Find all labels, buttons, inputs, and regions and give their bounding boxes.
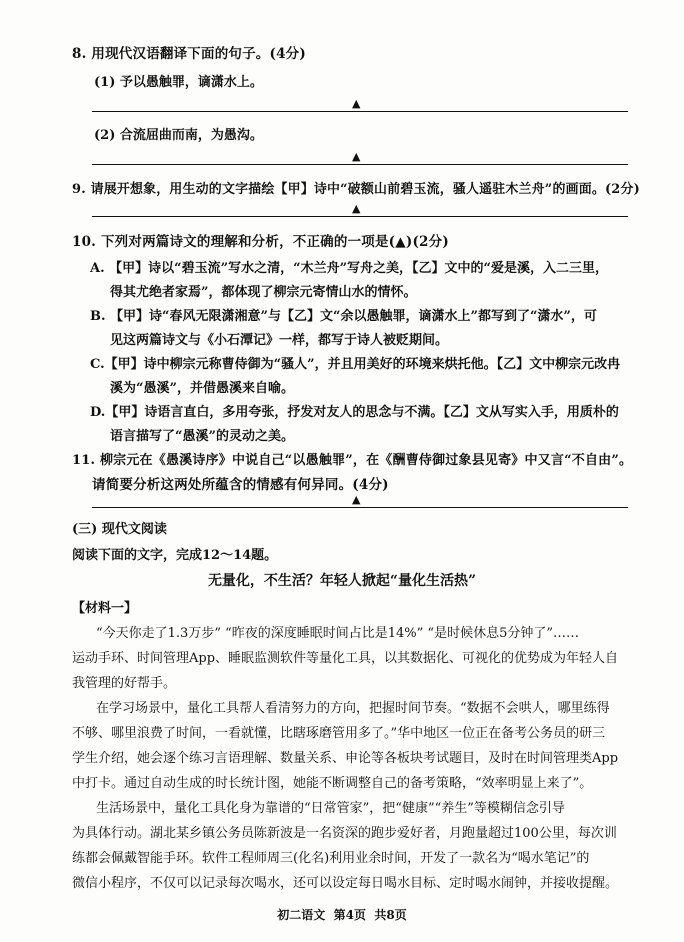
q11-line2: 请简要分析这两处所蕴含的情感有何异同。(4分) bbox=[92, 477, 389, 493]
q8-item1: (1) 予以愚触罪，谪潇水上。 bbox=[94, 75, 263, 90]
answer-line[interactable] bbox=[92, 507, 628, 508]
paragraph-line: 学生介绍，她会逐个练习言语理解、数量关系、申论等各板块考试题目，及时在时间管理类App bbox=[72, 751, 619, 766]
paragraph-line: 运动手环、时间管理App、睡眠监测软件等量化工具，以其数据化、可视化的优势成为年轻人自 bbox=[72, 651, 619, 666]
answer-triangle: ▲ bbox=[352, 97, 361, 110]
q9-stem: 9. 请展开想象，用生动的文字描绘【甲】诗中“破额山前碧玉流，骚人遥驻木兰舟”的画面。(2分) bbox=[72, 182, 640, 197]
paragraph-line: 我管理的好帮手。 bbox=[72, 676, 177, 691]
material-label: 【材料一】 bbox=[72, 601, 138, 616]
section-heading: (三) 现代文阅读 bbox=[72, 522, 167, 537]
paragraph-line: 在学习场景中，量化工具帮人看清努力的方向，把握时间节奏。“数据不会哄人，哪里练得 bbox=[96, 701, 610, 716]
paragraph-line: 不够、哪里浪费了时间，一看就懂，比瞎琢磨管用多了。”华中地区一位正在备考公务员的研三 bbox=[72, 726, 606, 741]
answer-line[interactable] bbox=[92, 216, 628, 217]
q11-line1: 11. 柳宗元在《愚溪诗序》中说自己“以愚触罪”，在《酬曹侍御过象县见寄》中又言“不自由”。 bbox=[72, 453, 633, 468]
q10-option-b-line1: B. 【甲】诗“春风无限潇湘意”与【乙】文“余以愚触罪，谪潇水上”都写到了“潇水”，可 bbox=[90, 309, 597, 324]
paragraph-line: 微信小程序，不仅可以记录每次喝水，还可以设定每日喝水目标、定时喝水闹钟，并接收提醒。 bbox=[72, 876, 619, 891]
answer-triangle: ▲ bbox=[352, 202, 361, 215]
q10-option-d-line1: D.【甲】诗语言直白，多用夸张，抒发对友人的思念与不满。【乙】文从写实入手，用质朴的 bbox=[90, 405, 619, 420]
paragraph-line: 中打卡。通过自动生成的时长统计图，她能不断调整自己的备考策略，“效率明显上来了”。 bbox=[72, 776, 593, 791]
q10-option-c-line1: C.【甲】诗中柳宗元称曹侍御为“骚人”，并且用美好的环境来烘托他。【乙】文中柳宗元改冉 bbox=[90, 357, 621, 372]
q10-option-c-line2: 溪为“愚溪”，并借愚溪来自喻。 bbox=[110, 381, 294, 396]
paragraph-line: 生活场景中，量化工具化身为靠谱的“日常管家”，把“健康”“养生”等模糊信念引导 bbox=[96, 801, 565, 816]
paragraph-line: 练都会佩戴智能手环。软件工程师周三(化名)利用业余时间，开发了一款名为“喝水笔记”的 bbox=[72, 851, 590, 866]
article-title: 无量化，不生活？年轻人掀起“量化生活热” bbox=[207, 573, 477, 589]
q10-option-a-line2: 得其尤绝者家焉”，都体现了柳宗元寄情山水的情怀。 bbox=[110, 285, 417, 300]
q8-stem: 8. 用现代汉语翻译下面的句子。(4分) bbox=[72, 46, 306, 62]
answer-line[interactable] bbox=[92, 164, 628, 165]
section-instruction: 阅读下面的文字，完成12～14题。 bbox=[72, 548, 278, 563]
answer-triangle: ▲ bbox=[352, 150, 361, 163]
paragraph-line: 为具体行动。湖北某乡镇公务员陈新波是一名资深的跑步爱好者，月跑量超过100公里，每次训 bbox=[72, 826, 617, 841]
answer-line[interactable] bbox=[92, 111, 628, 112]
q10-option-d-line2: 语言描写了“愚溪”的灵动之美。 bbox=[110, 429, 294, 444]
answer-triangle: ▲ bbox=[352, 493, 361, 506]
q10-option-a-line1: A. 【甲】诗以“碧玉流”写水之清，“木兰舟”写舟之美，【乙】文中的“爱是溪，入二三里， bbox=[90, 261, 609, 276]
q10-option-b-line2: 见这两篇诗文与《小石潭记》一样，都写于诗人被贬期间。 bbox=[110, 333, 449, 348]
paragraph-line: “今天你走了1.3万步” “昨夜的深度睡眠时间占比是14%” “是时候休息5分钟了”…… bbox=[96, 626, 579, 641]
q10-stem: 10. 下列对两篇诗文的理解和分析，不正确的一项是(▲)(2分) bbox=[72, 234, 449, 250]
q8-item2: (2) 合流屈曲而南，为愚沟。 bbox=[94, 128, 263, 143]
page-footer: 初二语文 第4页 共8页 bbox=[277, 908, 407, 922]
